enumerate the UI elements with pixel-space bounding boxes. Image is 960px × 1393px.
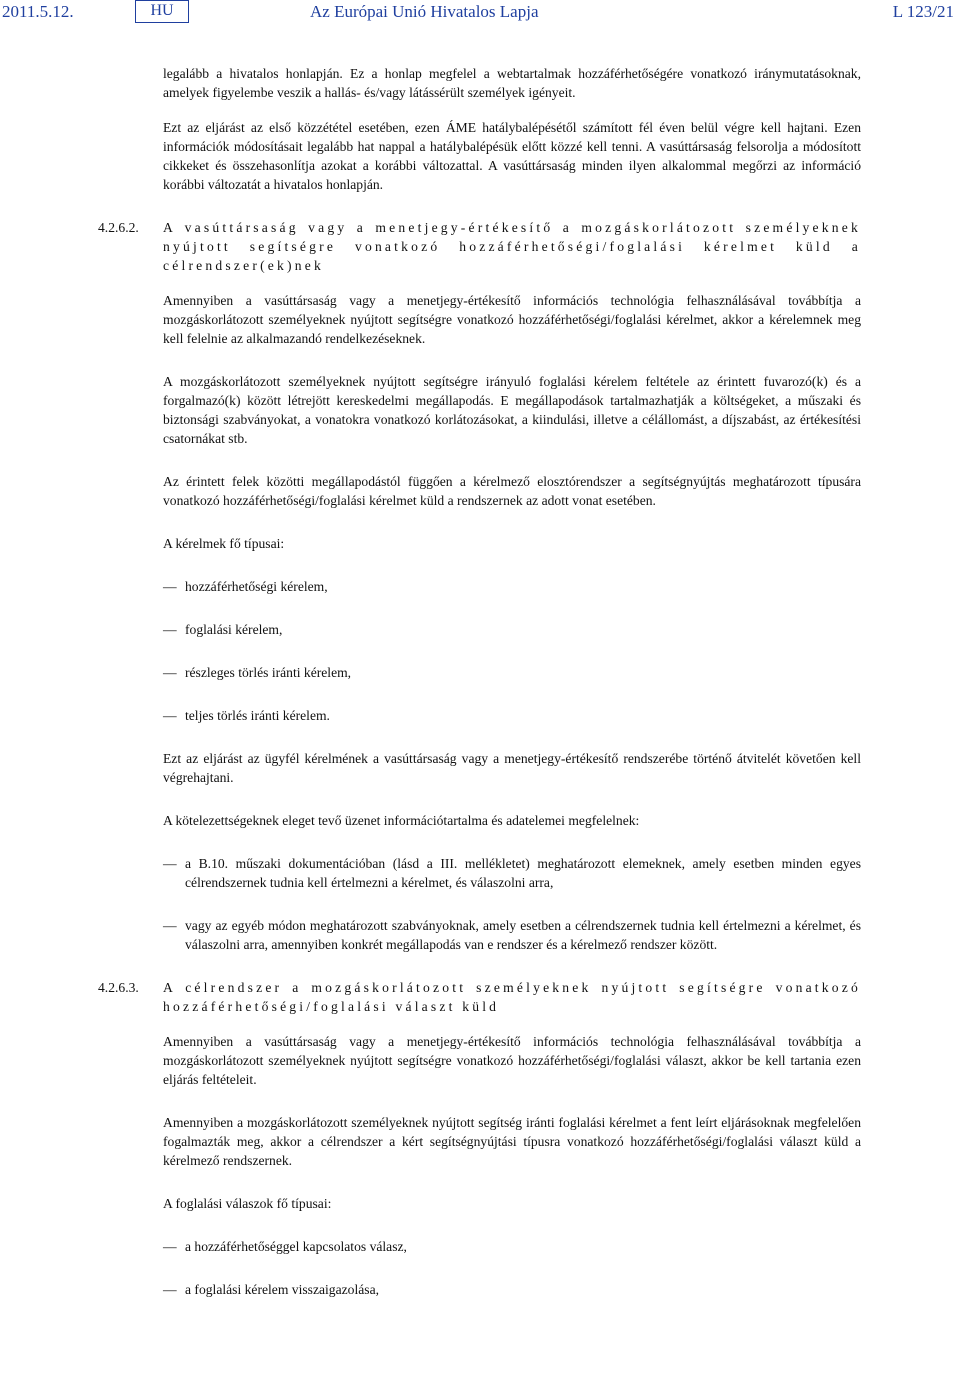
list-item-text: hozzáférhetőségi kérelem, xyxy=(185,579,328,594)
paragraph: legalább a hivatalos honlapján. Ez a honlap megfelel a webtartalmak hozzáférhetőségére vonatkozó iránymutatásoknak, amelyek figyelembe veszik a hallás- és/vagy látássérült személyek igényeit. xyxy=(163,66,861,100)
paragraph: Amennyiben a vasúttársaság vagy a menetjegy-értékesítő információs technológia felhasználásával továbbítja a mozgáskorlátozott személyeknek nyújtott segítségre vonatkozó hozzáférhetőségi/foglalási választ, akkor be kell tartania ezen eljárás feltételeit. xyxy=(163,1034,861,1087)
dash-bullet: — xyxy=(163,579,177,594)
section-number: 4.2.6.2. xyxy=(98,220,139,235)
section-4-2-6-3 xyxy=(98,978,861,1016)
dash-bullet: — xyxy=(163,665,177,680)
dash-bullet: — xyxy=(163,708,177,723)
section-heading: A vasúttársaság vagy a menetjegy-értékesítő a mozgáskorlátozott személyeknek nyújtott segítségre vonatkozó hozzáférhetőségi/foglalási kérelmet küld a célrendszer(ek)nek xyxy=(163,220,861,273)
list-item xyxy=(163,1237,861,1256)
dash-bullet: — xyxy=(163,1239,177,1254)
publication-date: 2011.5.12. xyxy=(2,2,74,21)
page-header xyxy=(0,0,960,26)
list-item-text: teljes törlés iránti kérelem. xyxy=(185,708,330,723)
paragraph: Az érintett felek közötti megállapodástól függően a kérelmező elosztórendszer a segítségnyújtás meghatározott típusára vonatkozó hozzáférhetőségi/foglalási kérelmet küld a rendszernek az adott vonat esetében. xyxy=(163,474,861,508)
list-item-text: foglalási kérelem, xyxy=(185,622,283,637)
list-item-text: vagy az egyéb módon meghatározott szabványoknak, amely esetben a célrendszernek tudnia kell értelmezni a kérelmet, és válaszolni arra, amennyiben konkrét megállapodás van e rendszer és a kérelmező rendszer között. xyxy=(185,918,861,952)
section-number: 4.2.6.3. xyxy=(98,980,139,995)
list-item-text: a B.10. műszaki dokumentációban (lásd a III. mellékletet) meghatározott elemeknek, amely esetben minden egyes célrendszernek tudnia kell értelmezni a kérelmet, és válaszolni arra, xyxy=(185,856,861,890)
dash-bullet: — xyxy=(163,622,177,637)
paragraph: A kérelmek fő típusai: xyxy=(163,536,285,551)
paragraph: Amennyiben a mozgáskorlátozott személyeknek nyújtott segítség iránti foglalási kérelmet a fent leírt eljárásoknak megfelelően fogalmazták meg, akkor a célrendszer a kért segítségnyújtási típusra vonatkozó hozzáférhetőségi/foglalási választ küld a kérelmező rendszernek. xyxy=(163,1115,861,1168)
dash-bullet: — xyxy=(163,1282,177,1297)
list-item xyxy=(163,1280,861,1299)
list-item xyxy=(163,706,861,725)
list-item xyxy=(163,916,861,954)
list-item-text: részleges törlés iránti kérelem, xyxy=(185,665,352,680)
list-item xyxy=(163,663,861,682)
paragraph: Amennyiben a vasúttársaság vagy a menetjegy-értékesítő információs technológia felhasználásával továbbítja a mozgáskorlátozott személyeknek nyújtott segítségre vonatkozó hozzáférhetőségi/foglalási kérelmet, akkor a kérelemnek meg kell felelnie az alkalmazandó rendelkezéseknek. xyxy=(163,293,861,346)
paragraph: A kötelezettségeknek eleget tevő üzenet információtartalma és adatelemei megfelelnek: xyxy=(163,813,640,828)
paragraph: A mozgáskorlátozott személyeknek nyújtott segítségre irányuló foglalási kérelem feltétele az érintett fuvarozó(k) és a forgalmazó(k) között létrejött kereskedelmi megállapodás. E megállapodások tartalmazhatják a költségeket, a műszaki és biztonsági szabványokat, a vonatokra vonatkozó korlátozásokat, a kiindulási, illetve a célállomást, a díjszabást, az értékesítési csatornákat stb. xyxy=(163,374,861,446)
document-body xyxy=(98,64,861,1299)
dash-bullet: — xyxy=(163,918,177,933)
language-badge: HU xyxy=(135,0,189,23)
section-4-2-6-2 xyxy=(98,218,861,275)
list-item xyxy=(163,577,861,596)
page-number: L 123/21 xyxy=(892,2,954,21)
list-item xyxy=(163,620,861,639)
journal-title: Az Európai Unió Hivatalos Lapja xyxy=(310,2,539,21)
list-item-text: a foglalási kérelem visszaigazolása, xyxy=(185,1282,380,1297)
list-item-text: a hozzáférhetőséggel kapcsolatos válasz, xyxy=(185,1239,407,1254)
paragraph: Ezt az eljárást az első közzététel esetében, ezen ÁME hatálybalépésétől számított fél éven belül végre kell hajtani. Ezen információk módosításait legalább hat nappal a hatálybalépésük előtt közzé kell tenni. A vasúttársaság felsorolja a módosított cikkeket és összehasonlítja azokat a korábbi változattal. A vasúttársaság minden ilyen alkalommal megőrzi az információ korábbi változatát a hivatalos honlapján. xyxy=(163,120,861,192)
paragraph: Ezt az eljárást az ügyfél kérelmének a vasúttársaság vagy a menetjegy-értékesítő rendszerébe történő átvitelét követően kell végrehajtani. xyxy=(163,751,861,785)
dash-bullet: — xyxy=(163,856,177,871)
list-item xyxy=(163,854,861,892)
paragraph: A foglalási válaszok fő típusai: xyxy=(163,1196,332,1211)
section-heading: A célrendszer a mozgáskorlátozott személyeknek nyújtott segítségre vonatkozó hozzáférhetőségi/foglalási választ küld xyxy=(163,980,861,1014)
